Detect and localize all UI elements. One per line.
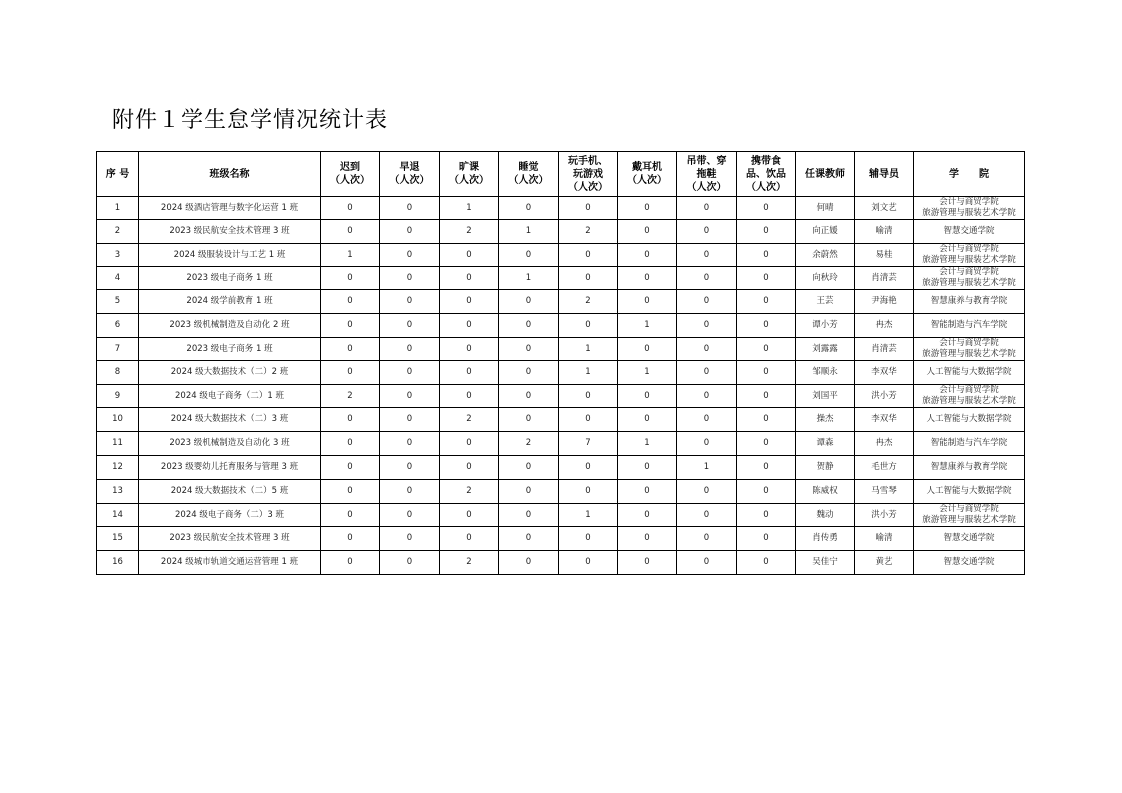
cell-teacher: 向秋玲 <box>796 267 855 290</box>
cell-dress: 0 <box>677 504 737 527</box>
cell-counselor: 肖清芸 <box>855 338 914 361</box>
cell-earphone: 1 <box>618 432 677 456</box>
cell-dress: 0 <box>677 267 737 290</box>
cell-seq: 12 <box>97 456 139 480</box>
table-row <box>97 338 1025 361</box>
cell-early-leave: 0 <box>380 197 440 220</box>
cell-sleep: 0 <box>499 456 559 480</box>
cell-teacher: 谭森 <box>796 432 855 456</box>
cell-dress: 0 <box>677 480 737 504</box>
cell-seq: 3 <box>97 244 139 267</box>
cell-food: 0 <box>737 338 796 361</box>
cell-late: 0 <box>321 338 380 361</box>
cell-class-name: 2023 级电子商务 1 班 <box>139 267 321 290</box>
cell-absent: 0 <box>440 290 499 314</box>
cell-early-leave: 0 <box>380 361 440 385</box>
cell-absent: 0 <box>440 527 499 551</box>
table-row <box>97 267 1025 290</box>
cell-teacher: 肖传勇 <box>796 527 855 551</box>
cell-late: 2 <box>321 385 380 408</box>
cell-dress: 0 <box>677 432 737 456</box>
header-absent: 旷课 （人次） <box>440 152 499 197</box>
cell-phone: 0 <box>559 197 618 220</box>
cell-earphone: 0 <box>618 527 677 551</box>
cell-class-name: 2024 级大数据技术（二）3 班 <box>139 408 321 432</box>
cell-sleep: 0 <box>499 338 559 361</box>
header-seq: 序 号 <box>97 152 139 197</box>
cell-late: 0 <box>321 197 380 220</box>
cell-teacher: 余蔚然 <box>796 244 855 267</box>
table-row <box>97 408 1025 432</box>
table-row <box>97 527 1025 551</box>
cell-college: 智慧交通学院 <box>914 527 1025 551</box>
cell-phone: 7 <box>559 432 618 456</box>
header-college: 学 院 <box>914 152 1025 197</box>
cell-absent: 0 <box>440 338 499 361</box>
cell-sleep: 1 <box>499 267 559 290</box>
cell-absent: 2 <box>440 408 499 432</box>
cell-counselor: 喻清 <box>855 527 914 551</box>
cell-college: 智慧交通学院 <box>914 220 1025 244</box>
cell-class-name: 2024 级学前教育 1 班 <box>139 290 321 314</box>
cell-counselor: 肖清芸 <box>855 267 914 290</box>
cell-counselor: 洪小芳 <box>855 385 914 408</box>
cell-sleep: 0 <box>499 504 559 527</box>
cell-phone: 0 <box>559 527 618 551</box>
cell-seq: 5 <box>97 290 139 314</box>
cell-counselor: 洪小芳 <box>855 504 914 527</box>
cell-phone: 0 <box>559 480 618 504</box>
cell-early-leave: 0 <box>380 456 440 480</box>
cell-food: 0 <box>737 385 796 408</box>
cell-college: 智慧康养与教育学院 <box>914 456 1025 480</box>
cell-sleep: 0 <box>499 527 559 551</box>
cell-dress: 0 <box>677 361 737 385</box>
cell-seq: 4 <box>97 267 139 290</box>
cell-seq: 10 <box>97 408 139 432</box>
cell-absent: 0 <box>440 432 499 456</box>
cell-class-name: 2023 级机械制造及自动化 3 班 <box>139 432 321 456</box>
cell-class-name: 2024 级服装设计与工艺 1 班 <box>139 244 321 267</box>
cell-late: 0 <box>321 314 380 338</box>
cell-class-name: 2024 级电子商务（二）3 班 <box>139 504 321 527</box>
cell-earphone: 0 <box>618 338 677 361</box>
cell-teacher: 谭小芳 <box>796 314 855 338</box>
header-earphone: 戴耳机 （人次） <box>618 152 677 197</box>
cell-earphone: 1 <box>618 361 677 385</box>
header-teacher: 任课教师 <box>796 152 855 197</box>
cell-late: 0 <box>321 456 380 480</box>
table-row <box>97 244 1025 267</box>
header-late: 迟到 （人次） <box>321 152 380 197</box>
cell-food: 0 <box>737 456 796 480</box>
cell-sleep: 0 <box>499 480 559 504</box>
cell-absent: 0 <box>440 314 499 338</box>
table-row <box>97 432 1025 456</box>
cell-phone: 1 <box>559 361 618 385</box>
cell-teacher: 刘露露 <box>796 338 855 361</box>
cell-absent: 0 <box>440 456 499 480</box>
cell-earphone: 0 <box>618 408 677 432</box>
header-phone: 玩手机、 玩游戏 （人次） <box>559 152 618 197</box>
cell-seq: 2 <box>97 220 139 244</box>
cell-early-leave: 0 <box>380 267 440 290</box>
header-counselor: 辅导员 <box>855 152 914 197</box>
cell-sleep: 0 <box>499 551 559 575</box>
cell-dress: 0 <box>677 338 737 361</box>
cell-teacher: 陈威权 <box>796 480 855 504</box>
cell-earphone: 0 <box>618 290 677 314</box>
cell-dress: 0 <box>677 220 737 244</box>
cell-absent: 1 <box>440 197 499 220</box>
cell-college: 会计与商贸学院 旅游管理与服装艺术学院 <box>914 338 1025 361</box>
cell-counselor: 冉杰 <box>855 432 914 456</box>
cell-absent: 0 <box>440 385 499 408</box>
cell-late: 0 <box>321 551 380 575</box>
cell-late: 1 <box>321 244 380 267</box>
table-row <box>97 551 1025 575</box>
cell-counselor: 李双华 <box>855 361 914 385</box>
cell-absent: 0 <box>440 504 499 527</box>
cell-teacher: 刘国平 <box>796 385 855 408</box>
table-header-row <box>97 152 1025 197</box>
cell-earphone: 0 <box>618 267 677 290</box>
cell-sleep: 0 <box>499 290 559 314</box>
cell-seq: 9 <box>97 385 139 408</box>
cell-early-leave: 0 <box>380 527 440 551</box>
cell-sleep: 0 <box>499 385 559 408</box>
cell-earphone: 0 <box>618 551 677 575</box>
cell-earphone: 0 <box>618 385 677 408</box>
cell-late: 0 <box>321 432 380 456</box>
cell-college: 会计与商贸学院 旅游管理与服装艺术学院 <box>914 385 1025 408</box>
cell-food: 0 <box>737 197 796 220</box>
cell-food: 0 <box>737 527 796 551</box>
header-sleep: 睡觉 （人次） <box>499 152 559 197</box>
cell-dress: 0 <box>677 290 737 314</box>
table-row <box>97 504 1025 527</box>
statistics-table <box>96 151 1025 575</box>
cell-counselor: 刘文艺 <box>855 197 914 220</box>
cell-phone: 1 <box>559 338 618 361</box>
cell-early-leave: 0 <box>380 244 440 267</box>
cell-class-name: 2023 级机械制造及自动化 2 班 <box>139 314 321 338</box>
cell-absent: 0 <box>440 267 499 290</box>
cell-seq: 6 <box>97 314 139 338</box>
cell-teacher: 魏动 <box>796 504 855 527</box>
cell-counselor: 喻清 <box>855 220 914 244</box>
table-row <box>97 314 1025 338</box>
cell-late: 0 <box>321 290 380 314</box>
cell-seq: 13 <box>97 480 139 504</box>
cell-class-name: 2024 级大数据技术（二）5 班 <box>139 480 321 504</box>
cell-phone: 2 <box>559 220 618 244</box>
cell-college: 人工智能与大数据学院 <box>914 408 1025 432</box>
cell-earphone: 0 <box>618 456 677 480</box>
cell-counselor: 马雪琴 <box>855 480 914 504</box>
cell-college: 智慧交通学院 <box>914 551 1025 575</box>
cell-food: 0 <box>737 504 796 527</box>
table-body <box>97 197 1025 575</box>
header-early-leave: 早退 （人次） <box>380 152 440 197</box>
cell-absent: 2 <box>440 220 499 244</box>
cell-sleep: 0 <box>499 361 559 385</box>
cell-earphone: 0 <box>618 480 677 504</box>
cell-sleep: 0 <box>499 408 559 432</box>
cell-phone: 0 <box>559 314 618 338</box>
cell-earphone: 1 <box>618 314 677 338</box>
cell-class-name: 2024 级城市轨道交通运营管理 1 班 <box>139 551 321 575</box>
cell-college: 智能制造与汽车学院 <box>914 314 1025 338</box>
cell-class-name: 2023 级婴幼儿托育服务与管理 3 班 <box>139 456 321 480</box>
cell-food: 0 <box>737 361 796 385</box>
cell-college: 会计与商贸学院 旅游管理与服装艺术学院 <box>914 244 1025 267</box>
cell-counselor: 易桂 <box>855 244 914 267</box>
cell-phone: 0 <box>559 385 618 408</box>
cell-late: 0 <box>321 408 380 432</box>
cell-early-leave: 0 <box>380 290 440 314</box>
cell-earphone: 0 <box>618 220 677 244</box>
cell-teacher: 操杰 <box>796 408 855 432</box>
cell-class-name: 2023 级民航安全技术管理 3 班 <box>139 527 321 551</box>
cell-seq: 1 <box>97 197 139 220</box>
cell-seq: 15 <box>97 527 139 551</box>
table-row <box>97 480 1025 504</box>
cell-college: 人工智能与大数据学院 <box>914 361 1025 385</box>
cell-sleep: 1 <box>499 220 559 244</box>
cell-food: 0 <box>737 551 796 575</box>
cell-college: 智慧康养与教育学院 <box>914 290 1025 314</box>
header-food: 携带食 品、饮品 （人次） <box>737 152 796 197</box>
cell-counselor: 尹海艳 <box>855 290 914 314</box>
cell-food: 0 <box>737 408 796 432</box>
cell-early-leave: 0 <box>380 432 440 456</box>
cell-phone: 1 <box>559 504 618 527</box>
cell-food: 0 <box>737 314 796 338</box>
cell-food: 0 <box>737 220 796 244</box>
cell-phone: 0 <box>559 408 618 432</box>
cell-college: 智能制造与汽车学院 <box>914 432 1025 456</box>
header-dress: 吊带、穿 拖鞋 （人次） <box>677 152 737 197</box>
cell-late: 0 <box>321 361 380 385</box>
cell-class-name: 2024 级电子商务（二）1 班 <box>139 385 321 408</box>
cell-food: 0 <box>737 480 796 504</box>
cell-food: 0 <box>737 267 796 290</box>
cell-food: 0 <box>737 290 796 314</box>
cell-seq: 8 <box>97 361 139 385</box>
table-row <box>97 385 1025 408</box>
page-title: 附件１学生怠学情况统计表 <box>112 108 389 133</box>
cell-class-name: 2023 级电子商务 1 班 <box>139 338 321 361</box>
cell-food: 0 <box>737 244 796 267</box>
cell-dress: 0 <box>677 527 737 551</box>
cell-late: 0 <box>321 527 380 551</box>
cell-teacher: 邹顺永 <box>796 361 855 385</box>
cell-phone: 0 <box>559 551 618 575</box>
cell-dress: 0 <box>677 551 737 575</box>
cell-college: 会计与商贸学院 旅游管理与服装艺术学院 <box>914 197 1025 220</box>
cell-teacher: 王芸 <box>796 290 855 314</box>
cell-dress: 0 <box>677 408 737 432</box>
cell-absent: 2 <box>440 480 499 504</box>
cell-late: 0 <box>321 220 380 244</box>
cell-seq: 14 <box>97 504 139 527</box>
table-row <box>97 361 1025 385</box>
cell-earphone: 0 <box>618 197 677 220</box>
cell-sleep: 2 <box>499 432 559 456</box>
cell-seq: 16 <box>97 551 139 575</box>
cell-sleep: 0 <box>499 314 559 338</box>
cell-dress: 1 <box>677 456 737 480</box>
cell-dress: 0 <box>677 385 737 408</box>
cell-sleep: 0 <box>499 244 559 267</box>
cell-class-name: 2024 级酒店管理与数字化运营 1 班 <box>139 197 321 220</box>
cell-absent: 2 <box>440 551 499 575</box>
table-row <box>97 197 1025 220</box>
cell-phone: 2 <box>559 290 618 314</box>
cell-phone: 0 <box>559 456 618 480</box>
cell-class-name: 2024 级大数据技术（二）2 班 <box>139 361 321 385</box>
cell-early-leave: 0 <box>380 504 440 527</box>
cell-late: 0 <box>321 480 380 504</box>
cell-teacher: 吴佳宁 <box>796 551 855 575</box>
cell-food: 0 <box>737 432 796 456</box>
cell-teacher: 何晴 <box>796 197 855 220</box>
cell-college: 人工智能与大数据学院 <box>914 480 1025 504</box>
cell-early-leave: 0 <box>380 338 440 361</box>
cell-counselor: 冉杰 <box>855 314 914 338</box>
cell-counselor: 黄艺 <box>855 551 914 575</box>
cell-early-leave: 0 <box>380 385 440 408</box>
cell-late: 0 <box>321 504 380 527</box>
cell-phone: 0 <box>559 267 618 290</box>
cell-absent: 0 <box>440 361 499 385</box>
cell-early-leave: 0 <box>380 314 440 338</box>
cell-college: 会计与商贸学院 旅游管理与服装艺术学院 <box>914 267 1025 290</box>
cell-teacher: 贺静 <box>796 456 855 480</box>
header-class-name: 班级名称 <box>139 152 321 197</box>
cell-earphone: 0 <box>618 244 677 267</box>
cell-dress: 0 <box>677 314 737 338</box>
cell-earphone: 0 <box>618 504 677 527</box>
cell-class-name: 2023 级民航安全技术管理 3 班 <box>139 220 321 244</box>
cell-teacher: 向正媛 <box>796 220 855 244</box>
cell-dress: 0 <box>677 244 737 267</box>
cell-seq: 11 <box>97 432 139 456</box>
cell-counselor: 李双华 <box>855 408 914 432</box>
cell-dress: 0 <box>677 197 737 220</box>
cell-seq: 7 <box>97 338 139 361</box>
cell-absent: 0 <box>440 244 499 267</box>
cell-late: 0 <box>321 267 380 290</box>
cell-early-leave: 0 <box>380 220 440 244</box>
table-row <box>97 456 1025 480</box>
table-row <box>97 290 1025 314</box>
table-row <box>97 220 1025 244</box>
cell-early-leave: 0 <box>380 480 440 504</box>
cell-sleep: 0 <box>499 197 559 220</box>
cell-counselor: 毛世方 <box>855 456 914 480</box>
cell-phone: 0 <box>559 244 618 267</box>
cell-college: 会计与商贸学院 旅游管理与服装艺术学院 <box>914 504 1025 527</box>
cell-early-leave: 0 <box>380 551 440 575</box>
cell-early-leave: 0 <box>380 408 440 432</box>
